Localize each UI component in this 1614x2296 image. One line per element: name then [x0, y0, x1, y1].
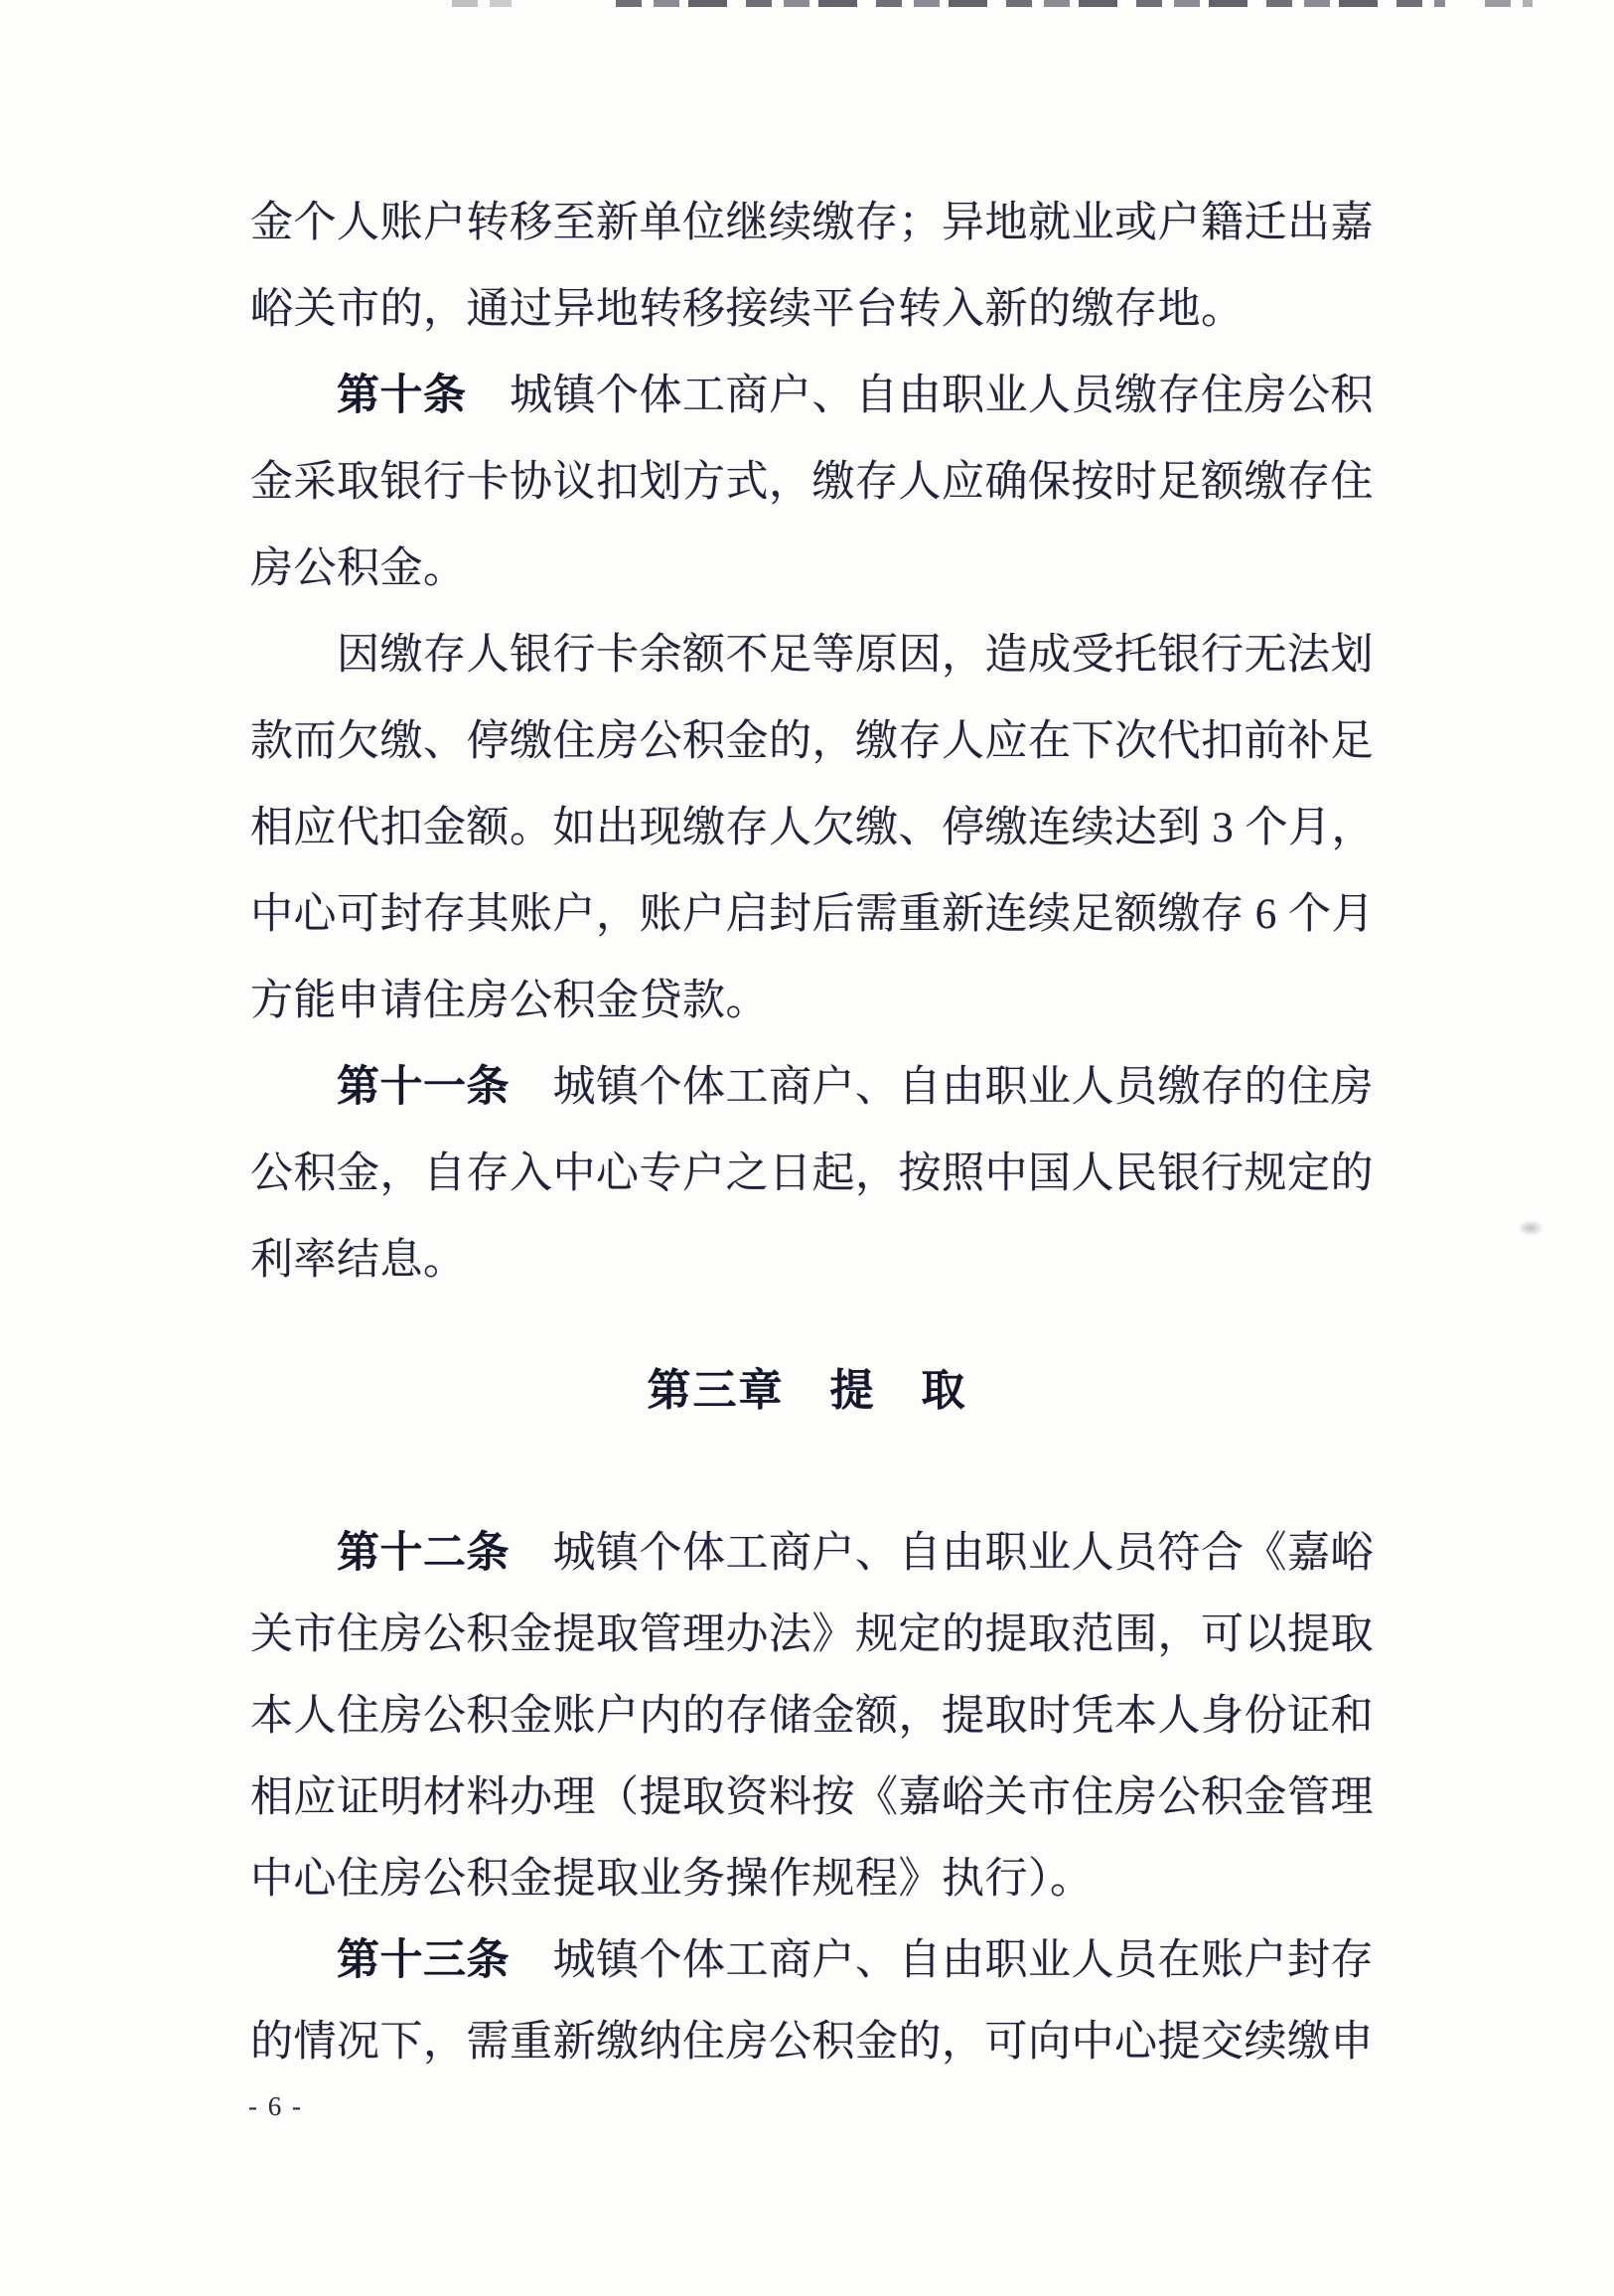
page-number: - 6 - — [248, 2091, 303, 2121]
line-text: 城镇个体工商户、自由职业人员符合《嘉峪 — [510, 1530, 1374, 1577]
text-line — [337, 369, 1374, 424]
text-line — [337, 628, 1374, 684]
scan-cutoff-artifact — [1485, 0, 1533, 7]
line-text: 的情况下，需重新缴纳住房公积金的，可向中心提交续缴申 — [250, 2019, 1374, 2066]
scan-smudge — [1518, 1220, 1543, 1236]
line-text: 城镇个体工商户、自由职业人员缴存的住房 — [510, 1064, 1374, 1111]
line-text: 相应证明材料办理（提取资料按《嘉峪关市住房公积金管理 — [250, 1774, 1374, 1821]
line-text: 城镇个体工商户、自由职业人员在账户封存 — [510, 1937, 1374, 1984]
line-text: 金采取银行卡协议扣划方式，缴存人应确保按时足额缴存住 — [250, 459, 1374, 506]
text-line — [337, 1933, 1374, 1989]
text-line — [250, 974, 769, 1029]
scan-cutoff-artifact — [616, 0, 1445, 7]
text-line — [250, 1770, 1374, 1826]
text-line — [250, 1147, 1374, 1202]
line-text: 公积金，自存入中心专户之日起，按照中国人民银行规定的 — [250, 1150, 1374, 1197]
line-text: 中心住房公积金提取业务操作规程》执行）。 — [250, 1856, 1094, 1903]
text-line — [337, 1526, 1374, 1582]
text-line — [250, 1689, 1374, 1745]
line-text: 因缴存人银行卡余额不足等原因，造成受托银行无法划 — [337, 632, 1374, 679]
line-text: 方能申请住房公积金贷款。 — [250, 978, 769, 1024]
line-text: 相应代扣金额。如出现缴存人欠缴、停缴连续达到 3 个月， — [250, 805, 1375, 851]
article-number: 第十三条 — [337, 1937, 510, 1984]
text-line — [250, 196, 1374, 251]
text-line — [250, 541, 467, 597]
text-line — [250, 887, 1375, 943]
text-line — [250, 714, 1374, 770]
line-text: 城镇个体工商户、自由职业人员缴存住房公积 — [466, 373, 1374, 419]
text-line — [250, 1607, 1374, 1663]
line-text: 款而欠缴、停缴住房公积金的，缴存人应在下次代扣前补足 — [250, 718, 1374, 765]
line-text: 关市住房公积金提取管理办法》规定的提取范围，可以提取 — [250, 1611, 1374, 1658]
text-line — [250, 455, 1374, 511]
text-line — [337, 1060, 1374, 1116]
line-text: 利率结息。 — [250, 1237, 467, 1284]
article-number: 第十条 — [337, 373, 467, 419]
scan-cutoff-artifact — [452, 0, 512, 7]
chapter-heading: 第三章 提 取 — [647, 1366, 967, 1415]
line-text: 金个人账户转移至新单位继续缴存；异地就业或户籍迁出嘉 — [250, 200, 1374, 246]
line-text: 中心可封存其账户，账户启封后需重新连续足额缴存 6 个月 — [250, 891, 1375, 938]
text-line — [250, 801, 1375, 856]
text-line — [250, 2015, 1374, 2070]
text-line — [250, 282, 1245, 338]
text-line — [250, 1233, 467, 1289]
article-number: 第十二条 — [337, 1530, 510, 1577]
text-line — [250, 1852, 1094, 1908]
line-text: 本人住房公积金账户内的存储金额，提取时凭本人身份证和 — [250, 1693, 1374, 1740]
line-text: 峪关市的，通过异地转移接续平台转入新的缴存地。 — [250, 286, 1245, 333]
article-number: 第十一条 — [337, 1064, 510, 1111]
line-text: 房公积金。 — [250, 545, 467, 592]
